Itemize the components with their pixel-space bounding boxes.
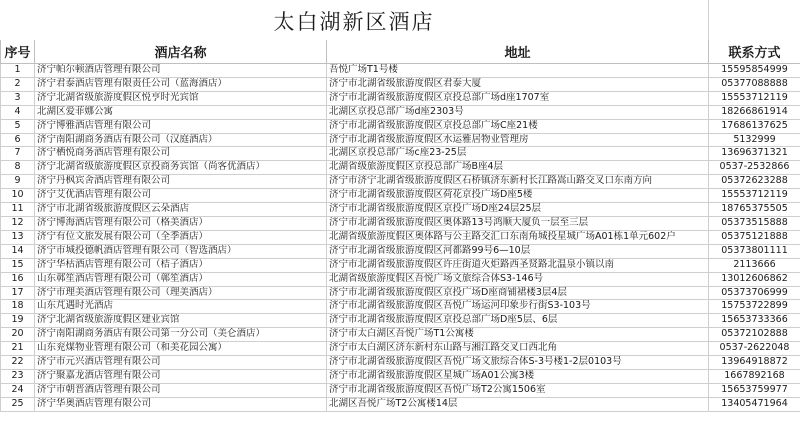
cell-hotel-name[interactable]: 济宁艾优酒店管理有限公司 bbox=[35, 189, 327, 203]
cell-phone[interactable]: 17686137625 bbox=[709, 119, 800, 133]
table-row bbox=[1, 258, 800, 272]
cell-phone[interactable]: 15653759977 bbox=[709, 383, 800, 397]
cell-address[interactable]: 济宁市太白湖区济东新村东山路与湘江路交叉口西北角 bbox=[327, 342, 709, 356]
cell-no[interactable]: 12 bbox=[1, 216, 35, 230]
cell-address[interactable]: 济宁市北湖省级旅游度假区奥体路13号鸿顺大厦负一层至三层 bbox=[327, 216, 709, 230]
header-address[interactable]: 地址 bbox=[327, 40, 709, 64]
cell-hotel-name[interactable]: 济宁博雅酒店管理有限公司 bbox=[35, 119, 327, 133]
header-no[interactable]: 序号 bbox=[1, 40, 35, 64]
table-row bbox=[1, 64, 800, 78]
cell-hotel-name[interactable]: 济宁北湖省级旅游度假区京投商务宾馆（尚客优酒店） bbox=[35, 161, 327, 175]
cell-address[interactable]: 济宁市北湖省级旅游度假区京投广场D座24层25层 bbox=[327, 203, 709, 217]
cell-hotel-name[interactable]: 济宁市城投德帆酒店管理有限公司（智选酒店） bbox=[35, 244, 327, 258]
title-empty-cell[interactable] bbox=[708, 0, 800, 40]
cell-hotel-name[interactable]: 济宁北湖省级旅游度假区悦亨时光宾馆 bbox=[35, 91, 327, 105]
table-row bbox=[1, 397, 800, 411]
cell-phone[interactable]: 15753722899 bbox=[709, 300, 800, 314]
cell-hotel-name[interactable]: 济宁北湖省级旅游度假区建业宾馆 bbox=[35, 314, 327, 328]
cell-phone[interactable]: 15595854999 bbox=[709, 64, 800, 78]
table-row bbox=[1, 286, 800, 300]
cell-no[interactable]: 4 bbox=[1, 105, 35, 119]
cell-phone[interactable]: 5132999 bbox=[709, 133, 800, 147]
header-name[interactable]: 酒店名称 bbox=[35, 40, 327, 64]
cell-hotel-name[interactable]: 济宁市理美酒店管理有限公司（理美酒店） bbox=[35, 286, 327, 300]
cell-no[interactable]: 19 bbox=[1, 314, 35, 328]
cell-address[interactable]: 北湖省级旅游度假区京投总部广场B座4层 bbox=[327, 161, 709, 175]
cell-no[interactable]: 2 bbox=[1, 77, 35, 91]
cell-phone[interactable]: 05372102888 bbox=[709, 328, 800, 342]
cell-phone[interactable]: 18266861914 bbox=[709, 105, 800, 119]
cell-phone[interactable]: 18765375505 bbox=[709, 203, 800, 217]
table-row bbox=[1, 119, 800, 133]
cell-no[interactable]: 14 bbox=[1, 244, 35, 258]
cell-address[interactable]: 济宁市北湖省级旅游度假区许庄街道火炬路西圣贤路北温泉小镇以南 bbox=[327, 258, 709, 272]
cell-phone[interactable]: 0537-2622048 bbox=[709, 342, 800, 356]
cell-address[interactable]: 济宁市北湖省级旅游度假区京投总部广场d座1707室 bbox=[327, 91, 709, 105]
cell-no[interactable]: 9 bbox=[1, 175, 35, 189]
table-row bbox=[1, 147, 800, 161]
cell-phone[interactable]: 05373706999 bbox=[709, 286, 800, 300]
table-row bbox=[1, 203, 800, 217]
cell-no[interactable]: 24 bbox=[1, 383, 35, 397]
cell-hotel-name[interactable]: 济宁丹枫宾舍酒店管理有限公司 bbox=[35, 175, 327, 189]
cell-address[interactable]: 北湖省级旅游度假区吾悦广场文旅综合体S3-146号 bbox=[327, 272, 709, 286]
cell-address[interactable]: 济宁市太白湖区吾悦广场T1公寓楼 bbox=[327, 328, 709, 342]
cell-address[interactable]: 济宁市北湖省级旅游度假区河都路99号6—10层 bbox=[327, 244, 709, 258]
cell-address[interactable]: 济宁市北湖省级旅游度假区京投总部广场D座5层、6层 bbox=[327, 314, 709, 328]
cell-hotel-name[interactable]: 济宁栖悦商务酒店管理有限公司 bbox=[35, 147, 327, 161]
cell-phone[interactable]: 05375121888 bbox=[709, 230, 800, 244]
cell-address[interactable]: 济宁市北湖省级旅游度假区吾悦广场T2公寓1506室 bbox=[327, 383, 709, 397]
cell-address[interactable]: 济宁市北湖省级旅游度假区京投广场D座商铺裙楼3层4层 bbox=[327, 286, 709, 300]
cell-address[interactable]: 北湖区京投总部广场d座2303号 bbox=[327, 105, 709, 119]
cell-hotel-name[interactable]: 山东兖煤物业管理有限公司（和美花园公寓） bbox=[35, 342, 327, 356]
cell-address[interactable]: 济宁市北湖省级旅游度假区吾悦广场文旅综合体S-3号楼1-2层0103号 bbox=[327, 356, 709, 370]
cell-address[interactable]: 济宁市北湖省级旅游度假区京投总部广场C座21楼 bbox=[327, 119, 709, 133]
table-row bbox=[1, 342, 800, 356]
cell-phone[interactable]: 05373801111 bbox=[709, 244, 800, 258]
cell-address[interactable]: 济宁市北湖省级旅游度假区荷花京投广场D座5楼 bbox=[327, 189, 709, 203]
cell-address[interactable]: 济宁市北湖省级旅游度假区星城广场A01公寓3楼 bbox=[327, 369, 709, 383]
cell-no[interactable]: 21 bbox=[1, 342, 35, 356]
cell-no[interactable]: 10 bbox=[1, 189, 35, 203]
cell-phone[interactable]: 13012606862 bbox=[709, 272, 800, 286]
cell-no[interactable]: 20 bbox=[1, 328, 35, 342]
cell-no[interactable]: 7 bbox=[1, 147, 35, 161]
table-row bbox=[1, 300, 800, 314]
cell-address[interactable]: 济宁市济宁北湖省级旅游度假区石桥镇济东新村长江路嵩山路交叉口东南方向 bbox=[327, 175, 709, 189]
table-row bbox=[1, 244, 800, 258]
cell-hotel-name[interactable]: 济宁市北湖省级旅游度假区云朵酒店 bbox=[35, 203, 327, 217]
table-row bbox=[1, 328, 800, 342]
table-row bbox=[1, 77, 800, 91]
cell-address[interactable]: 北湖区京投总部广场c座23-25层 bbox=[327, 147, 709, 161]
cell-phone[interactable]: 15653733366 bbox=[709, 314, 800, 328]
cell-hotel-name[interactable]: 济宁华奥酒店管理有限公司 bbox=[35, 397, 327, 411]
cell-address[interactable]: 济宁市北湖省级旅游度假区吾悦广场运河印象步行街S3-103号 bbox=[327, 300, 709, 314]
cell-hotel-name[interactable]: 济宁市元兴酒店管理有限公司 bbox=[35, 356, 327, 370]
header-phone[interactable]: 联系方式 bbox=[709, 40, 800, 64]
table-row bbox=[1, 91, 800, 105]
cell-address[interactable]: 济宁市北湖省级旅游度假区君泰大厦 bbox=[327, 77, 709, 91]
cell-hotel-name[interactable]: 山东鄣笙酒店管理有限公司（鄣笙酒店） bbox=[35, 272, 327, 286]
cell-phone[interactable]: 1667892168 bbox=[709, 369, 800, 383]
cell-no[interactable]: 13 bbox=[1, 230, 35, 244]
cell-hotel-name[interactable]: 济宁南阳湖商务酒店有限公司第一分公司（美仑酒店） bbox=[35, 328, 327, 342]
header-row bbox=[1, 40, 800, 64]
cell-address[interactable]: 济宁市北湖省级旅游度假区水运雅居物业管理房 bbox=[327, 133, 709, 147]
table-row bbox=[1, 133, 800, 147]
table-row bbox=[1, 230, 800, 244]
cell-no[interactable]: 11 bbox=[1, 203, 35, 217]
cell-hotel-name[interactable]: 济宁南阳湖商务酒店有限公司（汉庭酒店） bbox=[35, 133, 327, 147]
cell-hotel-name[interactable]: 济宁帕尔顿酒店管理有限公司 bbox=[35, 64, 327, 78]
cell-hotel-name[interactable]: 北湖区爱菲娜公寓 bbox=[35, 105, 327, 119]
table-body bbox=[1, 64, 800, 412]
cell-phone[interactable]: 05377088888 bbox=[709, 77, 800, 91]
table-row bbox=[1, 105, 800, 119]
cell-no[interactable]: 17 bbox=[1, 286, 35, 300]
cell-no[interactable]: 6 bbox=[1, 133, 35, 147]
cell-phone[interactable]: 13696371321 bbox=[709, 147, 800, 161]
cell-hotel-name[interactable]: 济宁聚嘉龙酒店管理有限公司 bbox=[35, 369, 327, 383]
table-row bbox=[1, 272, 800, 286]
cell-phone[interactable]: 15553712119 bbox=[709, 189, 800, 203]
cell-phone[interactable]: 13405471964 bbox=[709, 397, 800, 411]
cell-address[interactable]: 吾悦广场T1号楼 bbox=[327, 64, 709, 78]
cell-hotel-name[interactable]: 济宁华枯酒店管理有限公司（桔子酒店） bbox=[35, 258, 327, 272]
cell-no[interactable]: 15 bbox=[1, 258, 35, 272]
cell-no[interactable]: 16 bbox=[1, 272, 35, 286]
table-row bbox=[1, 161, 800, 175]
cell-no[interactable]: 3 bbox=[1, 91, 35, 105]
cell-no[interactable]: 8 bbox=[1, 161, 35, 175]
hotel-table bbox=[0, 40, 800, 412]
table-row bbox=[1, 369, 800, 383]
title-row bbox=[0, 0, 800, 41]
cell-phone[interactable]: 2113666 bbox=[709, 258, 800, 272]
cell-phone[interactable]: 15553712119 bbox=[709, 91, 800, 105]
cell-no[interactable]: 5 bbox=[1, 119, 35, 133]
cell-no[interactable]: 25 bbox=[1, 397, 35, 411]
cell-hotel-name[interactable]: 济宁市朝晋酒店管理有限公司 bbox=[35, 383, 327, 397]
table-row bbox=[1, 189, 800, 203]
cell-phone[interactable]: 05373515888 bbox=[709, 216, 800, 230]
cell-hotel-name[interactable]: 济宁君泰酒店管理有限责任公司（蓝海酒店） bbox=[35, 77, 327, 91]
cell-no[interactable]: 22 bbox=[1, 356, 35, 370]
cell-hotel-name[interactable]: 济宁博海酒店管理有限公司（格美酒店） bbox=[35, 216, 327, 230]
cell-hotel-name[interactable]: 山东芃遇时光酒店 bbox=[35, 300, 327, 314]
cell-phone[interactable]: 13964918872 bbox=[709, 356, 800, 370]
table-row bbox=[1, 314, 800, 328]
cell-no[interactable]: 23 bbox=[1, 369, 35, 383]
table-row bbox=[1, 216, 800, 230]
cell-phone[interactable]: 0537-2532866 bbox=[709, 161, 800, 175]
table-row bbox=[1, 383, 800, 397]
cell-no[interactable]: 18 bbox=[1, 300, 35, 314]
cell-no[interactable]: 1 bbox=[1, 64, 35, 78]
cell-phone[interactable]: 05372623288 bbox=[709, 175, 800, 189]
cell-hotel-name[interactable]: 济宁有位文旅发展有限公司（全季酒店） bbox=[35, 230, 327, 244]
cell-address[interactable]: 北湖省级旅游度假区奥体路与公主路交汇口东南角城投星城广场A01栋1单元602户 bbox=[327, 230, 709, 244]
cell-address[interactable]: 北湖区吾悦广场T2公寓楼14层 bbox=[327, 397, 709, 411]
table-row bbox=[1, 356, 800, 370]
table-row bbox=[1, 175, 800, 189]
sheet-title: 太白湖新区酒店 bbox=[273, 10, 435, 34]
